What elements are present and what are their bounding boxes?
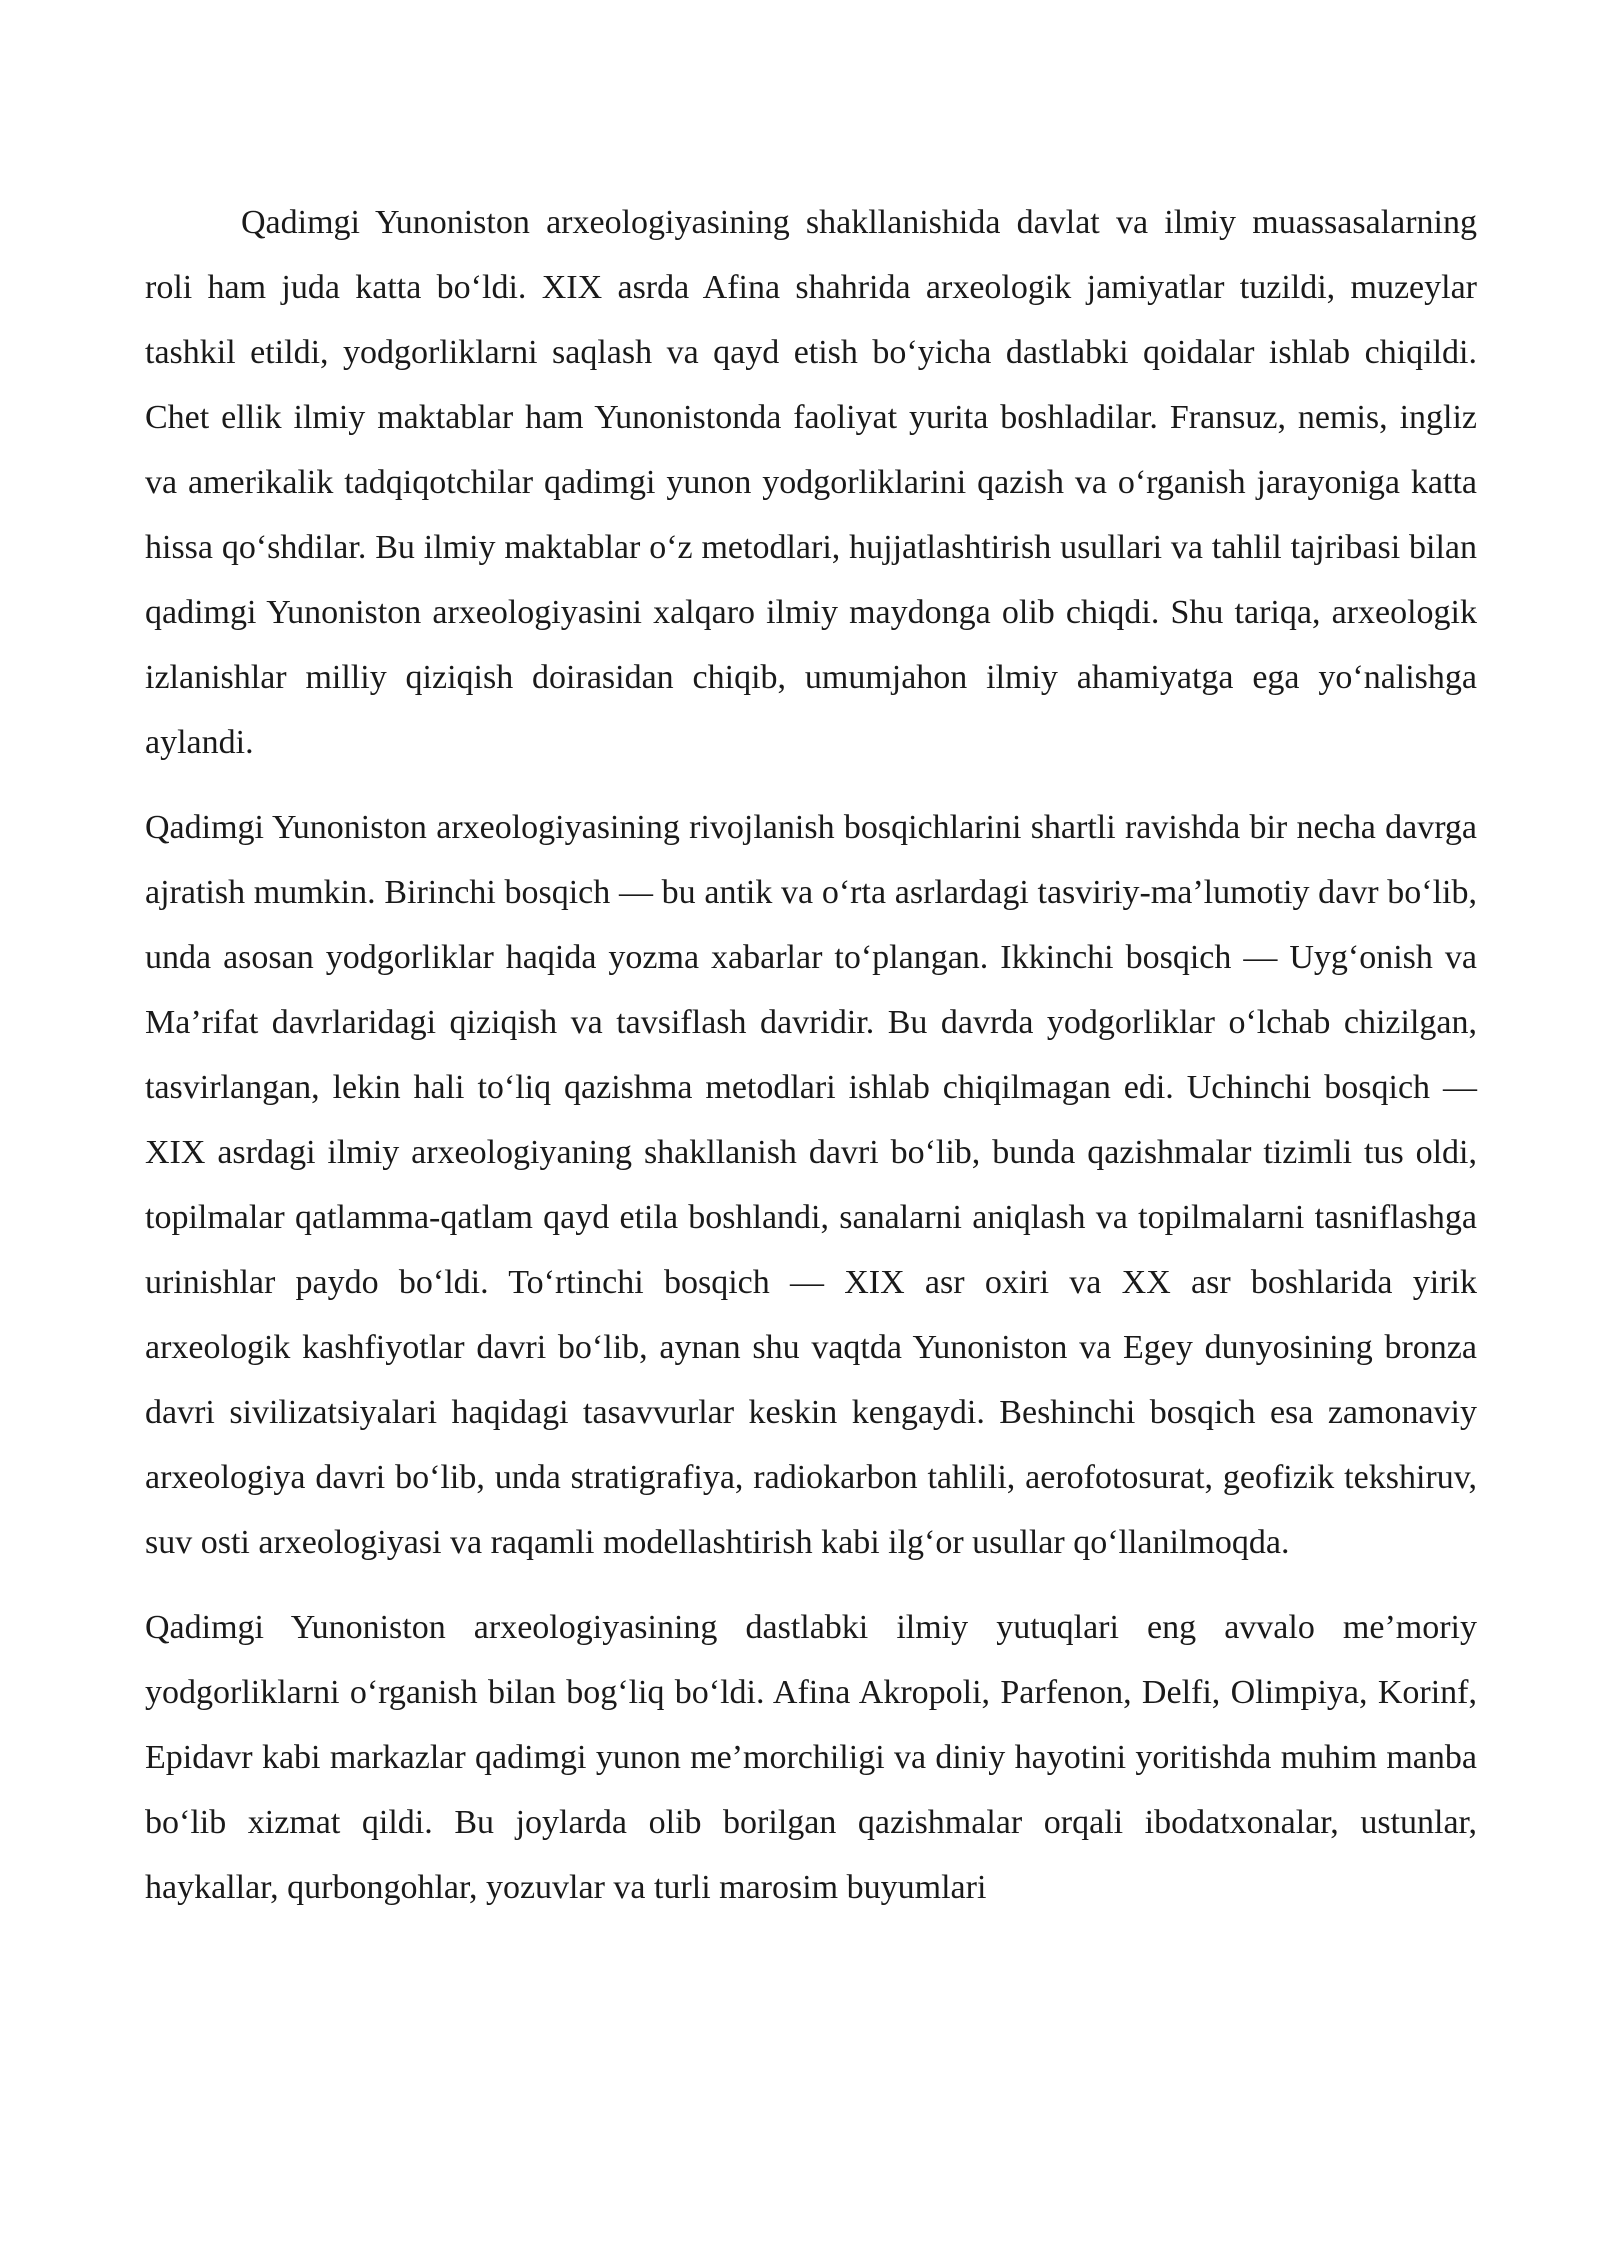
paragraph-development-stages: Qadimgi Yunoniston arxeologiyasining rivojlanish bosqichlarini shartli ravishda bir necha davrga ajratish mumkin. Birinchi bosqich — bu antik va o‘rta asrlardagi tasviriy-ma’lumotiy davr bo‘lib, unda asosan yodgorliklar haqida yozma xabarlar to‘plangan. Ikkinchi bosqich — Uyg‘onish va Ma’rifat davrlaridagi qiziqish va tavsiflash davridir. Bu davrda yodgorliklar o‘lchab chizilgan, tasvirlangan, lekin hali to‘liq qazishma metodlari ishlab chiqilmagan edi. Uchinchi bosqich — XIX asrdagi ilmiy arxeologiyaning shakllanish davri bo‘lib, bunda qazishmalar tizimli tus oldi, topilmalar qatlamma-qatlam qayd etila boshlandi, sanalarni aniqlash va topilmalarni tasniflashga urinishlar paydo bo‘ldi. To‘rtinchi bosqich — XIX asr oxiri va XX asr boshlarida yirik arxeologik kashfiyotlar davri bo‘lib, aynan shu vaqtda Yunoniston va Egey dunyosining bronza davri sivilizatsiyalari haqidagi tasavvurlar keskin kengaydi. Beshinchi bosqich esa zamonaviy arxeologiya davri bo‘lib, unda stratigrafiya, radiokarbon tahlili, aerofotosurat, geofizik tekshiruv, suv osti arxeologiyasi va raqamli modellashtirish kabi ilg‘or usullar qo‘llanilmoqda. (145, 809, 1477, 1561)
paragraph-early-achievements: Qadimgi Yunoniston arxeologiyasining dastlabki ilmiy yutuqlari eng avvalo me’moriy yodgorliklarni o‘rganish bilan bog‘liq bo‘ldi. Afina Akropoli, Parfenon, Delfi, Olimpiya, Korinf, Epidavr kabi markazlar qadimgi yunon me’morchiligi va diniy hayotini yoritishda muhim manba bo‘lib xizmat qildi. Bu joylarda olib borilgan qazishmalar orqali ibodatxonalar, ustunlar, haykallar, qurbongohlar, yozuvlar va turli marosim buyumlari (145, 1609, 1477, 1906)
paragraph-state-institutions: Qadimgi Yunoniston arxeologiyasining shakllanishida davlat va ilmiy muassasalarning roli ham juda katta bo‘ldi. XIX asrda Afina shahrida arxeologik jamiyatlar tuzildi, muzeylar tashkil etildi, yodgorliklarni saqlash va qayd etish bo‘yicha dastlabki qoidalar ishlab chiqildi. Chet ellik ilmiy maktablar ham Yunonistonda faoliyat yurita boshladilar. Fransuz, nemis, ingliz va amerikalik tadqiqotchilar qadimgi yunon yodgorliklarini qazish va o‘rganish jarayoniga katta hissa qo‘shdilar. Bu ilmiy maktablar o‘z metodlari, hujjatlashtirish usullari va tahlil tajribasi bilan qadimgi Yunoniston arxeologiyasini xalqaro ilmiy maydonga olib chiqdi. Shu tariqa, arxeologik izlanishlar milliy qiziqish doirasidan chiqib, umumjahon ilmiy ahamiyatga ega yo‘nalishga aylandi. (145, 204, 1477, 761)
document-page (145, 190, 1477, 1940)
